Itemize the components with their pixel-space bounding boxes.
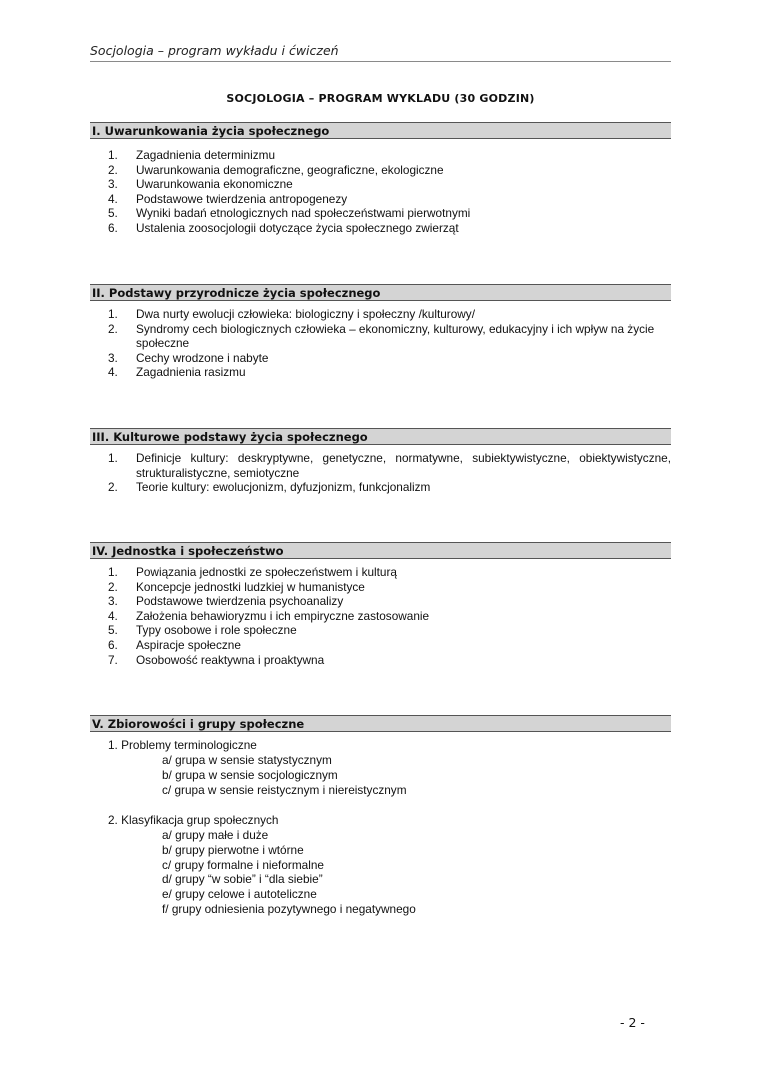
running-header: Socjologia – program wykładu i ćwiczeń bbox=[90, 43, 671, 62]
section-heading-2: II. Podstawy przyrodnicze życia społecznego bbox=[90, 284, 671, 301]
section-heading-5: V. Zbiorowości i grupy społeczne bbox=[90, 715, 671, 732]
section-2-list bbox=[90, 307, 671, 380]
list-item: 1. Definicje kultury: deskryptywne, genetyczne, normatywne, subiektywistyczne, obiektywistyczne, strukturalistyczne, semiotyczne bbox=[108, 451, 671, 480]
section-3-list bbox=[90, 451, 671, 495]
group-label-1: 1. Problemy terminologiczne bbox=[108, 738, 257, 752]
list-item: 1. Powiązania jednostki ze społeczeństwem i kulturą bbox=[108, 565, 397, 579]
list-item: 2. Syndromy cech biologicznych człowieka – ekonomiczny, kulturowy, edukacyjny i ich wpływ na życie społeczne bbox=[108, 321, 655, 351]
document-title: SOCJOLOGIA – PROGRAM WYKLADU (30 GODZIN) bbox=[226, 92, 535, 105]
group-1-sublist bbox=[162, 753, 407, 797]
list-item: 1. Zagadnienia determinizmu bbox=[108, 148, 276, 162]
list-item: 6. Ustalenia zoosocjologii dotyczące życia społecznego zwierząt bbox=[108, 220, 459, 235]
list-item: f/ grupy odniesienia pozytywnego i negatywnego bbox=[162, 901, 416, 916]
list-item: a/ grupy małe i duże bbox=[162, 828, 269, 842]
list-item: 3. Uwarunkowania ekonomiczne bbox=[108, 177, 293, 192]
section-heading-3: III. Kulturowe podstawy życia społecznego bbox=[90, 428, 671, 445]
section-heading-1: I. Uwarunkowania życia społecznego bbox=[90, 122, 671, 139]
list-item: c/ grupa w sensie reistycznym i niereistycznym bbox=[162, 782, 407, 797]
list-item: d/ grupy “w sobie” i “dla siebie” bbox=[162, 872, 323, 887]
list-item: 4. Założenia behawioryzmu i ich empiryczne zastosowanie bbox=[108, 608, 430, 623]
list-item: a/ grupa w sensie statystycznym bbox=[162, 753, 332, 767]
list-item: 2. Koncepcje jednostki ludzkiej w humanistyce bbox=[108, 579, 365, 594]
list-item: 7. Osobowość reaktywna i proaktywna bbox=[108, 652, 325, 667]
list-item: e/ grupy celowe i autoteliczne bbox=[162, 887, 317, 902]
list-item: 3. Podstawowe twierdzenia psychoanalizy bbox=[108, 594, 344, 609]
list-item: 5. Wyniki badań etnologicznych nad społeczeństwami pierwotnymi bbox=[108, 206, 471, 221]
list-item: 4. Podstawowe twierdzenia antropogenezy bbox=[108, 191, 348, 206]
list-item: 5. Typy osobowe i role społeczne bbox=[108, 623, 297, 638]
list-item: 4. Zagadnienia rasizmu bbox=[108, 365, 246, 380]
list-item: b/ grupa w sensie socjologicznym bbox=[162, 767, 338, 782]
group-label-2: 2. Klasyfikacja grup społecznych bbox=[108, 813, 279, 827]
list-item: 3. Cechy wrodzone i nabyte bbox=[108, 350, 269, 365]
page-number: - 2 - bbox=[620, 1015, 645, 1030]
section-4-list bbox=[90, 565, 671, 667]
list-item: 1. Dwa nurty ewolucji człowieka: biologiczny i społeczny /kulturowy/ bbox=[108, 307, 475, 321]
list-item: 2. Uwarunkowania demograficzne, geograficzne, ekologiczne bbox=[108, 162, 444, 177]
list-item: 2. Teorie kultury: ewolucjonizm, dyfuzjonizm, funkcjonalizm bbox=[108, 480, 431, 495]
section-heading-4: IV. Jednostka i społeczeństwo bbox=[90, 542, 671, 559]
list-item: 6. Aspiracje społeczne bbox=[108, 637, 241, 652]
section-1-list bbox=[90, 148, 671, 236]
group-2-sublist bbox=[162, 828, 416, 917]
list-item: c/ grupy formalne i nieformalne bbox=[162, 857, 324, 872]
list-item: b/ grupy pierwotne i wtórne bbox=[162, 842, 304, 857]
